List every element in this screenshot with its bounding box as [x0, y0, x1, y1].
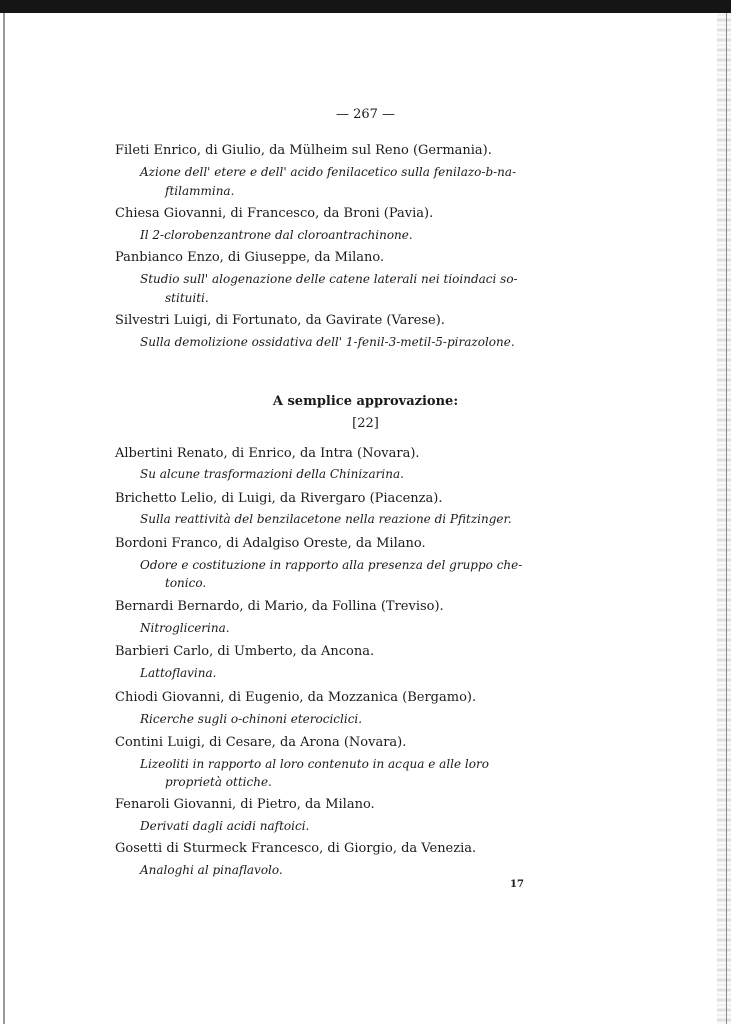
entry-title-contini-line2: proprietà ottiche. — [165, 775, 272, 789]
entry-name-chiodi: Chiodi Giovanni, di Eugenio, da Mozzanica (Bergamo). — [115, 690, 477, 705]
entry-name-fenaroli: Fenaroli Giovanni, di Pietro, da Milano. — [115, 797, 375, 812]
entry-title-gosetti: Analoghi al pinaflavolo. — [140, 863, 283, 877]
entry-name-barbieri: Barbieri Carlo, di Umberto, da Ancona. — [115, 644, 375, 659]
entry-title-albertini: Su alcune trasformazioni della Chinizarina. — [140, 467, 404, 481]
entry-name-albertini: Albertini Renato, di Enrico, da Intra (Novara). — [115, 446, 420, 461]
entry-name-gosetti: Gosetti di Sturmeck Francesco, di Giorgio, da Venezia. — [115, 841, 477, 856]
page-number: — 267 — — [335, 107, 396, 122]
signature-mark: 17 — [510, 879, 524, 890]
entry-title-fileti-line2: ftilammina. — [165, 184, 235, 198]
entry-name-contini: Contini Luigi, di Cesare, da Arona (Novara). — [115, 735, 407, 750]
section-count: [22] — [352, 416, 379, 431]
entry-title-fenaroli: Derivati dagli acidi naftoici. — [140, 819, 310, 833]
entry-title-panbianco-line2: stituiti. — [165, 291, 209, 305]
entry-title-bordoni-line1: Odore e costituzione in rapporto alla presenza del gruppo che- — [140, 558, 523, 572]
entry-title-bordoni-line2: tonico. — [165, 576, 207, 590]
section-heading: A semplice approvazione: — [272, 394, 459, 409]
entry-name-bordoni: Bordoni Franco, di Adalgiso Oreste, da Milano. — [115, 536, 426, 551]
entry-title-panbianco-line1: Studio sull' alogenazione delle catene laterali nei tioindaci so- — [140, 272, 518, 286]
entry-name-bernardi: Bernardi Bernardo, di Mario, da Follina (Treviso). — [115, 599, 444, 614]
entry-title-bernardi: Nitroglicerina. — [140, 621, 230, 635]
entry-title-fileti-line1: Azione dell' etere e dell' acido fenilacetico sulla fenilazo-b-na- — [140, 165, 517, 179]
scan-right-edge-line — [726, 13, 727, 1024]
entry-title-chiodi: Ricerche sugli o-chinoni eterociclici. — [140, 712, 363, 726]
scan-top-border — [0, 0, 731, 13]
scan-left-edge — [3, 13, 5, 1024]
entry-title-brichetto: Sulla reattività del benzilacetone nella reazione di Pfitzinger. — [140, 512, 512, 526]
entry-name-chiesa: Chiesa Giovanni, di Francesco, da Broni (Pavia). — [115, 206, 434, 221]
entry-title-silvestri: Sulla demolizione ossidativa dell' 1-fenil-3-metil-5-pirazolone. — [140, 335, 515, 349]
entry-name-brichetto: Brichetto Lelio, di Luigi, da Rivergaro (Piacenza). — [115, 491, 443, 506]
entry-name-fileti: Fileti Enrico, di Giulio, da Mülheim sul Reno (Germania). — [115, 143, 492, 158]
entry-name-panbianco: Panbianco Enzo, di Giuseppe, da Milano. — [115, 250, 385, 265]
scan-right-edge — [717, 13, 731, 1024]
entry-title-chiesa: Il 2-clorobenzantrone dal cloroantrachinone. — [140, 228, 413, 242]
entry-name-silvestri: Silvestri Luigi, di Fortunato, da Gavirate (Varese). — [115, 313, 445, 328]
entry-title-barbieri: Lattoflavina. — [140, 666, 217, 680]
entry-title-contini-line1: Lizeoliti in rapporto al loro contenuto in acqua e alle loro — [140, 757, 489, 771]
